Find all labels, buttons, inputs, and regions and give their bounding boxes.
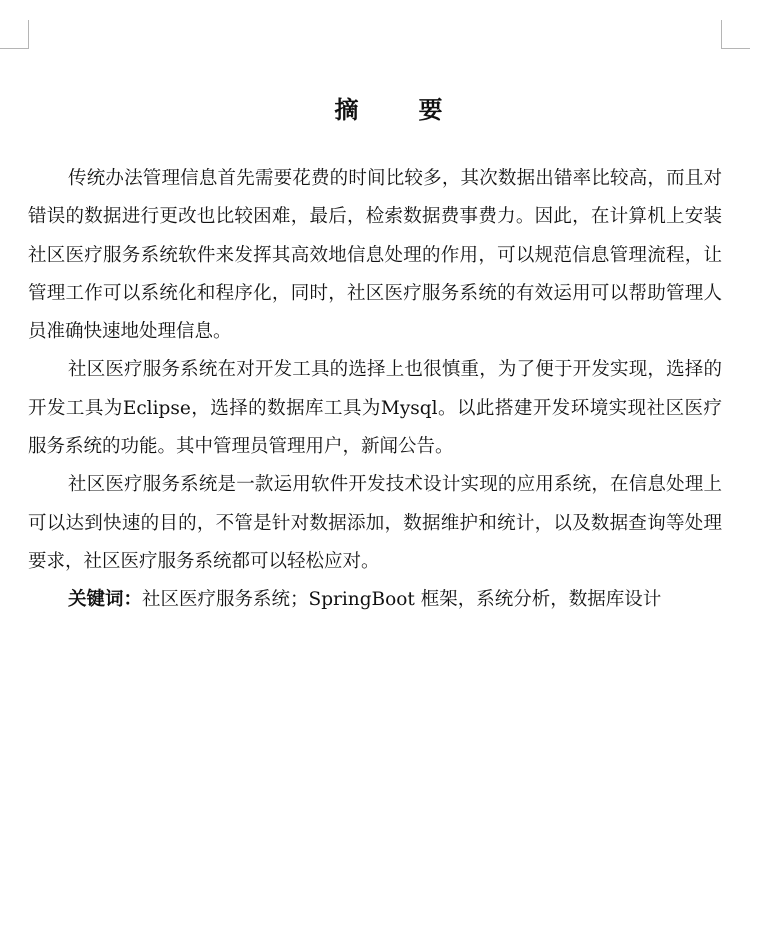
abstract-paragraph-2: 社区医疗服务系统在对开发工具的选择上也很慎重，为了便于开发实现，选择的开发工具为Eclipse，选择的数据库工具为Mysql。以此搭建开发环境实现社区医疗服务系统的功能。其中管理员管理用户，新闻公告。 (28, 359, 722, 458)
keywords-line (28, 581, 722, 619)
keywords-text: 社区医疗服务系统；SpringBoot 框架，系统分析，数据库设计 (142, 589, 662, 611)
page-corner-mark-left (0, 20, 29, 49)
keywords-label: 关键词： (68, 589, 143, 611)
page-title: 摘 要 (334, 95, 461, 124)
page-corner-mark-right (721, 20, 750, 49)
abstract-paragraph-1: 传统办法管理信息首先需要花费的时间比较多，其次数据出错率比较高，而且对错误的数据进行更改也比较困难，最后，检索数据费事费力。因此，在计算机上安装社区医疗服务系统软件来发挥其高效地信息处理的作用，可以规范信息管理流程，让管理工作可以系统化和程序化，同时，社区医疗服务系统的有效运用可以帮助管理人员准确快速地处理信息。 (28, 168, 722, 343)
abstract-body (28, 160, 722, 620)
abstract-paragraph-3: 社区医疗服务系统是一款运用软件开发技术设计实现的应用系统，在信息处理上可以达到快速的目的，不管是针对数据添加，数据维护和统计，以及数据查询等处理要求，社区医疗服务系统都可以轻松应对。 (28, 474, 722, 572)
